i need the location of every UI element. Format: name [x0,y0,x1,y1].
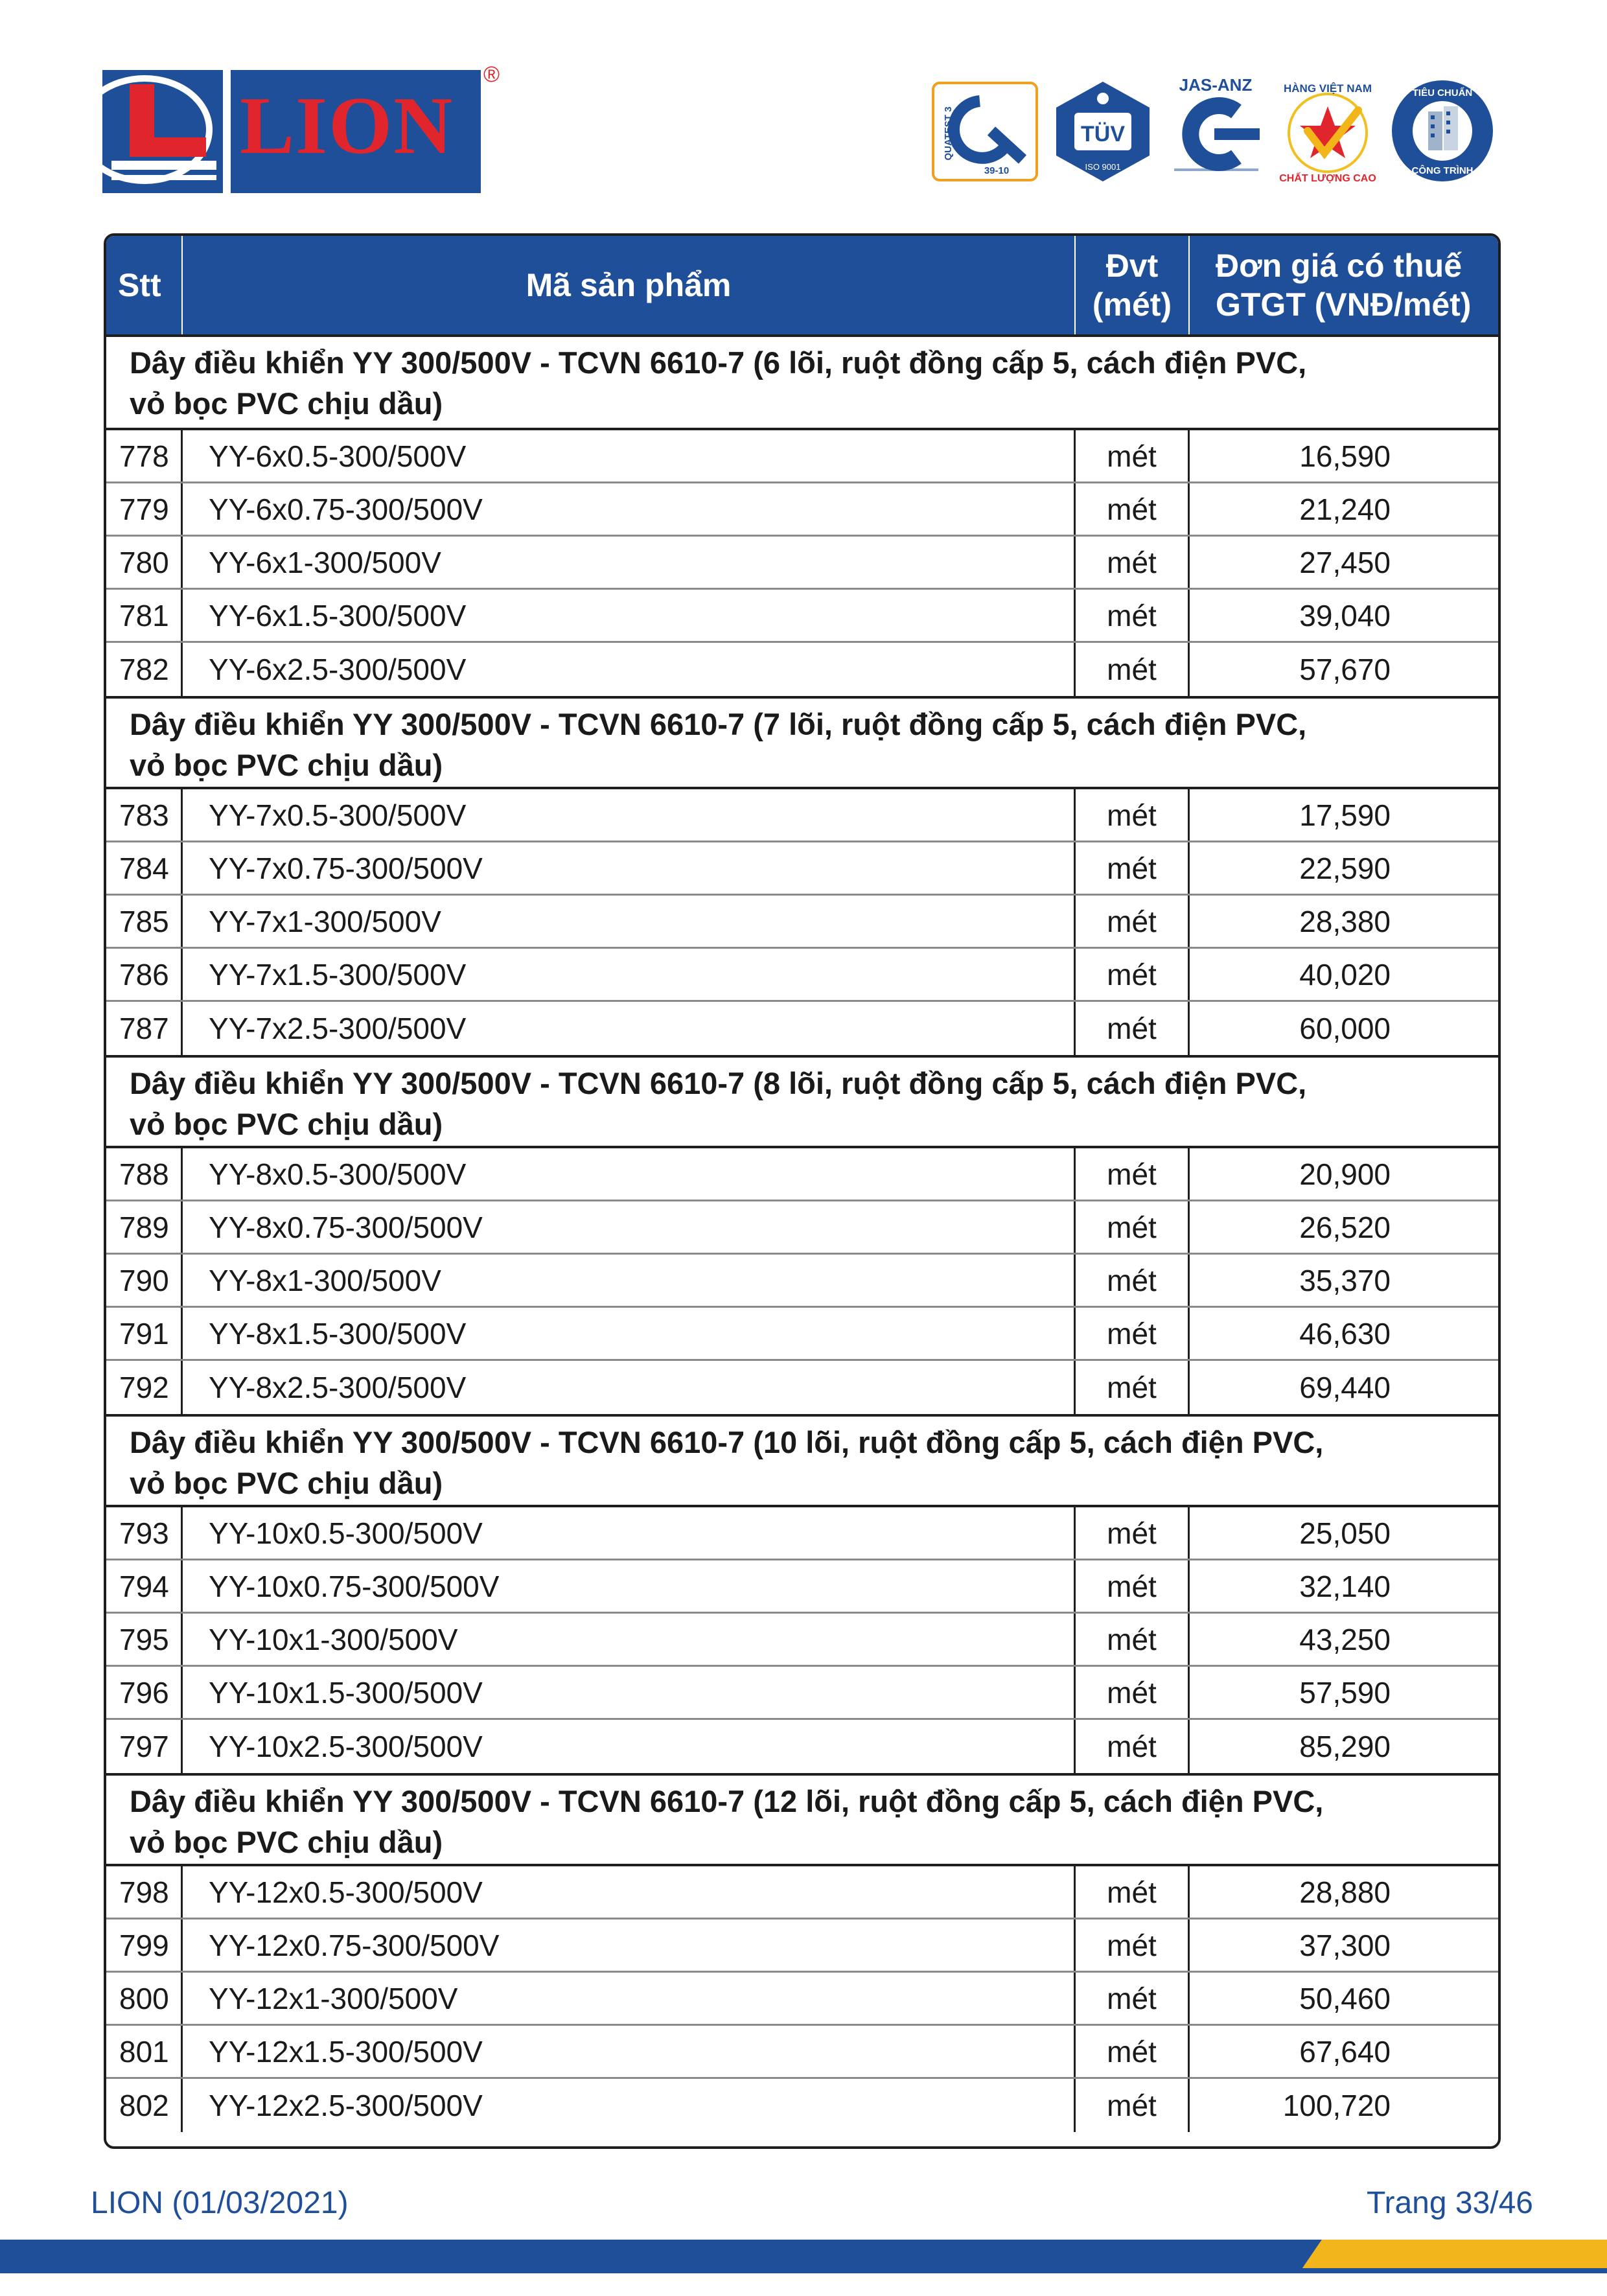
registered-mark: ® [483,62,500,87]
cell-product-code: YY-7x0.5-300/500V [183,789,1076,841]
cell-stt: 787 [106,1002,183,1055]
header-price-line2: GTGT (VNĐ/mét) [1216,286,1472,323]
quatest-label: QUATEST 3 [943,106,954,161]
table-row [106,1361,1498,1414]
cell-unit: mét [1076,1002,1190,1055]
group-title-line: vỏ bọc PVC chịu dầu) [130,748,443,782]
header-unit [1076,236,1190,334]
cell-stt: 792 [106,1361,183,1414]
table-row [106,1973,1498,2026]
cell-stt: 781 [106,590,183,641]
hvnclc-label-top: HÀNG VIỆT NAM [1284,82,1372,95]
cell-product-code: YY-12x0.5-300/500V [183,1866,1076,1918]
cell-product-code: YY-10x0.5-300/500V [183,1507,1076,1559]
group-title [106,1773,1498,1866]
table-body [106,337,1498,2146]
table-row [106,1148,1498,1201]
group-title-line: Dây điều khiển YY 300/500V - TCVN 6610-7 (6 lõi, ruột đồng cấp 5, cách điện PVC, [130,345,1307,380]
cell-price: 50,460 [1299,1981,1391,2015]
certification-badges [932,71,1496,194]
table-row [106,1560,1498,1614]
cell-unit: mét [1076,643,1190,696]
group-title [106,1055,1498,1148]
cell-price: 85,290 [1299,1730,1391,1763]
table-row [106,896,1498,949]
cell-product-code: YY-7x1.5-300/500V [183,949,1076,1000]
product-group [106,1055,1498,1414]
cell-product-code: YY-7x1-300/500V [183,896,1076,947]
header-price-line1: Đơn giá có thuế [1216,248,1462,284]
group-title [106,696,1498,789]
jas-anz-label: JAS-ANZ [1179,75,1253,95]
cell-stt: 796 [106,1667,183,1718]
cell-stt: 783 [106,789,183,841]
footer-stripe [0,2234,1607,2273]
cell-unit: mét [1076,537,1190,588]
cell-price: 21,240 [1299,492,1391,526]
cell-product-code: YY-10x1-300/500V [183,1614,1076,1665]
cell-price: 46,630 [1299,1316,1391,1351]
group-title-line: vỏ bọc PVC chịu dầu) [130,1466,443,1500]
product-group [106,1773,1498,2132]
table-row [106,949,1498,1002]
page-number: Trang 33/46 [1366,2186,1533,2220]
cell-stt: 778 [106,430,183,481]
table-row [106,483,1498,537]
cell-stt: 800 [106,1973,183,2024]
table-header [106,236,1498,337]
group-title [106,1414,1498,1507]
jas-anz-icon [1165,71,1266,181]
group-title-line: Dây điều khiển YY 300/500V - TCVN 6610-7 (10 lõi, ruột đồng cấp 5, cách điện PVC, [130,1425,1324,1459]
cell-stt: 789 [106,1201,183,1253]
cell-product-code: YY-6x0.5-300/500V [183,430,1076,481]
cell-unit: mét [1076,1255,1190,1306]
table-row [106,1667,1498,1720]
cell-stt: 786 [106,949,183,1000]
cell-product-code: YY-7x0.75-300/500V [183,842,1076,894]
table-row [106,1614,1498,1667]
cell-unit: mét [1076,1720,1190,1773]
cell-unit: mét [1076,590,1190,641]
table-row [106,643,1498,696]
cell-price: 22,590 [1299,851,1391,885]
table-row [106,537,1498,590]
table-row [106,2079,1498,2132]
cell-stt: 780 [106,537,183,588]
cell-unit: mét [1076,1201,1190,1253]
cell-unit: mét [1076,2026,1190,2077]
cell-product-code: YY-6x1-300/500V [183,537,1076,588]
cell-stt: 791 [106,1308,183,1359]
cell-unit: mét [1076,1361,1190,1414]
cell-stt: 782 [106,643,183,696]
cell-price: 32,140 [1299,1569,1391,1603]
table-row [106,1201,1498,1255]
cell-stt: 784 [106,842,183,894]
cell-product-code: YY-12x2.5-300/500V [183,2079,1076,2132]
cell-price: 28,880 [1299,1875,1391,1909]
cell-stt: 790 [106,1255,183,1306]
cell-unit: mét [1076,842,1190,894]
cell-price: 57,670 [1299,653,1391,686]
cell-price: 27,450 [1299,545,1391,579]
cell-unit: mét [1076,1148,1190,1200]
cell-product-code: YY-8x0.5-300/500V [183,1148,1076,1200]
hvnclc-label-bottom: CHẤT LƯỢNG CAO [1279,173,1376,184]
cell-price: 39,040 [1299,598,1391,632]
group-title-line: Dây điều khiển YY 300/500V - TCVN 6610-7 (12 lõi, ruột đồng cấp 5, cách điện PVC, [130,1784,1324,1818]
table-row [106,1919,1498,1973]
table-row [106,1308,1498,1361]
footer-date: LION (01/03/2021) [91,2186,349,2220]
table-row [106,2026,1498,2079]
cell-stt: 799 [106,1919,183,1971]
cell-price: 67,640 [1299,2034,1391,2069]
cell-unit: mét [1076,1560,1190,1612]
cell-unit: mét [1076,949,1190,1000]
table-row [106,1866,1498,1919]
cell-stt: 794 [106,1560,183,1612]
cell-stt: 797 [106,1720,183,1773]
cell-price: 57,590 [1299,1675,1391,1710]
cell-unit: mét [1076,789,1190,841]
table-row [106,1255,1498,1308]
table-row [106,789,1498,842]
cell-product-code: YY-7x2.5-300/500V [183,1002,1076,1055]
group-title-line: vỏ bọc PVC chịu dầu) [130,1107,443,1141]
header-product-code: Mã sản phẩm [183,236,1076,334]
header-unit-line2: (mét) [1092,286,1172,323]
price-table [104,233,1501,2149]
cell-price: 43,250 [1299,1622,1391,1656]
group-title [106,337,1498,430]
group-title-line: vỏ bọc PVC chịu dầu) [130,1825,443,1859]
table-row [106,590,1498,643]
header-stt: Stt [106,236,183,334]
cell-product-code: YY-8x1-300/500V [183,1255,1076,1306]
cell-unit: mét [1076,896,1190,947]
cell-product-code: YY-12x1-300/500V [183,1973,1076,2024]
tccct-label-bottom: CÔNG TRÌNH [1411,165,1474,176]
cell-unit: mét [1076,2079,1190,2132]
tuv-label: TÜV [1081,122,1125,146]
cell-stt: 785 [106,896,183,947]
cell-price: 35,370 [1299,1263,1391,1297]
cell-unit: mét [1076,483,1190,535]
cell-stt: 779 [106,483,183,535]
cell-price: 26,520 [1299,1210,1391,1244]
tieu-chuan-cong-trinh-icon [1389,78,1496,184]
table-row [106,430,1498,483]
cell-product-code: YY-8x0.75-300/500V [183,1201,1076,1253]
cell-unit: mét [1076,1866,1190,1918]
table-row [106,1507,1498,1560]
product-group [106,337,1498,696]
cell-stt: 795 [106,1614,183,1665]
cell-price: 17,590 [1299,798,1391,832]
cell-unit: mét [1076,1614,1190,1665]
cell-price: 16,590 [1299,439,1391,473]
quatest-3-icon [932,82,1038,181]
group-title-line: vỏ bọc PVC chịu dầu) [130,386,443,421]
group-title-line: Dây điều khiển YY 300/500V - TCVN 6610-7 (8 lõi, ruột đồng cấp 5, cách điện PVC, [130,1066,1307,1100]
cell-unit: mét [1076,1973,1190,2024]
cell-product-code: YY-8x1.5-300/500V [183,1308,1076,1359]
group-title-line: Dây điều khiển YY 300/500V - TCVN 6610-7 (7 lõi, ruột đồng cấp 5, cách điện PVC, [130,707,1307,741]
cell-price: 25,050 [1299,1516,1391,1550]
tuv-iso-9001-icon [1052,79,1153,184]
table-row [106,1720,1498,1773]
cell-unit: mét [1076,1308,1190,1359]
header-unit-line1: Đvt [1105,248,1159,284]
cell-price: 28,380 [1299,904,1391,938]
cell-price: 100,720 [1282,2089,1391,2122]
cell-stt: 793 [106,1507,183,1559]
cell-product-code: YY-10x2.5-300/500V [183,1720,1076,1773]
lion-logo [102,62,500,193]
cell-unit: mét [1076,1507,1190,1559]
cell-product-code: YY-6x0.75-300/500V [183,483,1076,535]
cell-price: 40,020 [1299,957,1391,991]
cell-price: 20,900 [1299,1157,1391,1191]
cell-product-code: YY-10x1.5-300/500V [183,1667,1076,1718]
product-group [106,696,1498,1055]
cell-stt: 801 [106,2026,183,2077]
cell-unit: mét [1076,430,1190,481]
cell-price: 60,000 [1299,1012,1391,1045]
cell-product-code: YY-10x0.75-300/500V [183,1560,1076,1612]
cell-unit: mét [1076,1667,1190,1718]
cell-product-code: YY-12x0.75-300/500V [183,1919,1076,1971]
cell-product-code: YY-6x1.5-300/500V [183,590,1076,641]
cell-product-code: YY-8x2.5-300/500V [183,1361,1076,1414]
cell-price: 37,300 [1299,1928,1391,1962]
table-row [106,1002,1498,1055]
header-price [1190,236,1498,334]
cell-unit: mét [1076,1919,1190,1971]
cell-stt: 788 [106,1148,183,1200]
cell-product-code: YY-6x2.5-300/500V [183,643,1076,696]
hang-viet-nam-chat-luong-cao-icon [1275,80,1380,185]
tuv-sub: ISO 9001 [1085,162,1121,172]
product-group [106,1414,1498,1773]
lion-l-emblem-icon [102,70,223,193]
cell-stt: 798 [106,1866,183,1918]
brand-name: LION [240,81,454,171]
cell-price: 69,440 [1299,1371,1391,1404]
table-row [106,842,1498,896]
tccct-label-top: TIÊU CHUẨN [1412,87,1473,99]
quatest-code: 39-10 [984,165,1010,176]
cell-stt: 802 [106,2079,183,2132]
cell-product-code: YY-12x1.5-300/500V [183,2026,1076,2077]
